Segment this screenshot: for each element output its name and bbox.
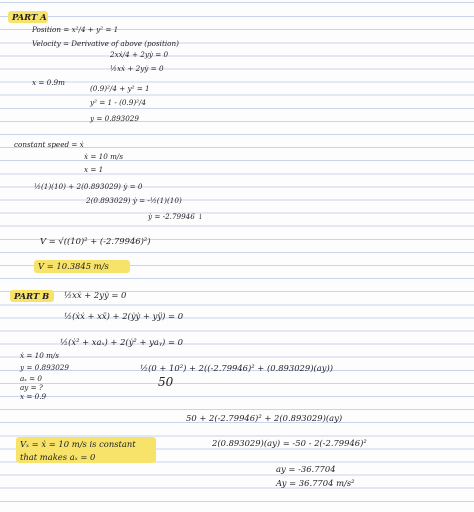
ax-zero-note: that makes aₓ = 0 (20, 452, 96, 462)
ay-result: ay = -36.7704 (276, 464, 336, 474)
ay-isolation: 2(0.893029)(ay) = -50 - 2(-2.79946)² (212, 438, 367, 448)
simplified-equation: ½xẋ + 2yẏ = 0 (110, 64, 164, 73)
velocity-substitution: ½(1)(10) + 2(0.893029) ẏ = 0 (34, 182, 143, 191)
unknown-ay: ay = ? (20, 383, 43, 392)
x-value: x = 0.9m (32, 78, 65, 87)
velocity-note: Velocity = Derivative of above (position) (32, 39, 179, 48)
ay-equation: 50 + 2(-2.79946)² + 2(0.893029)(ay) (186, 413, 343, 423)
position-equation: Position = x²/4 + y² = 1 (32, 25, 119, 34)
numeric-substitution: ½(0 + 10²) + 2((-2.79946)² + (0.893029)(ay)) (140, 363, 333, 373)
given-x: x = 0.9 (20, 392, 47, 401)
speed-magnitude-equation: V = √((10)² + (-2.79946)²) (40, 236, 151, 246)
acceleration-expanded: ½(ẋ² + xaₓ) + 2(ẏ² + yaᵧ) = 0 (60, 337, 183, 347)
acceleration-product-rule: ½(ẋẋ + xẍ) + 2(ẏẏ + yÿ) = 0 (64, 311, 184, 321)
y-squared-equation: y² = 1 - (0.9)²/4 (90, 98, 147, 107)
substitution-equation: (0.9)²/4 + y² = 1 (90, 84, 150, 93)
y-dot-isolation: 2(0.893029) ẏ = -½(1)(10) (86, 196, 182, 205)
y-dot-result: ẏ = -2.79946 ↓ (148, 212, 204, 221)
fifty-value: 50 (158, 375, 174, 389)
velocity-relation: ½xẋ + 2yẏ = 0 (64, 290, 127, 300)
constant-speed-note: constant speed = ẋ (14, 140, 84, 149)
speed-result: V = 10.3845 m/s (38, 261, 109, 271)
constant-velocity-note: Vₓ = ẋ = 10 m/s is constant (20, 439, 136, 449)
given-x-dot: ẋ = 10 m/s (20, 351, 60, 360)
y-value: y = 0.893029 (90, 114, 139, 123)
part-b-label: PART B (14, 291, 50, 301)
part-a-label: PART A (12, 12, 47, 22)
given-ax: aₓ = 0 (20, 374, 43, 383)
given-y: y = 0.893029 (20, 363, 69, 372)
derivative-equation: 2xẋ/4 + 2yẏ = 0 (110, 50, 169, 59)
ay-magnitude-result: Ay = 36.7704 m/s² (276, 478, 355, 488)
x-equals-one: x = 1 (84, 165, 104, 174)
x-dot-value: ẋ = 10 m/s (84, 152, 124, 161)
